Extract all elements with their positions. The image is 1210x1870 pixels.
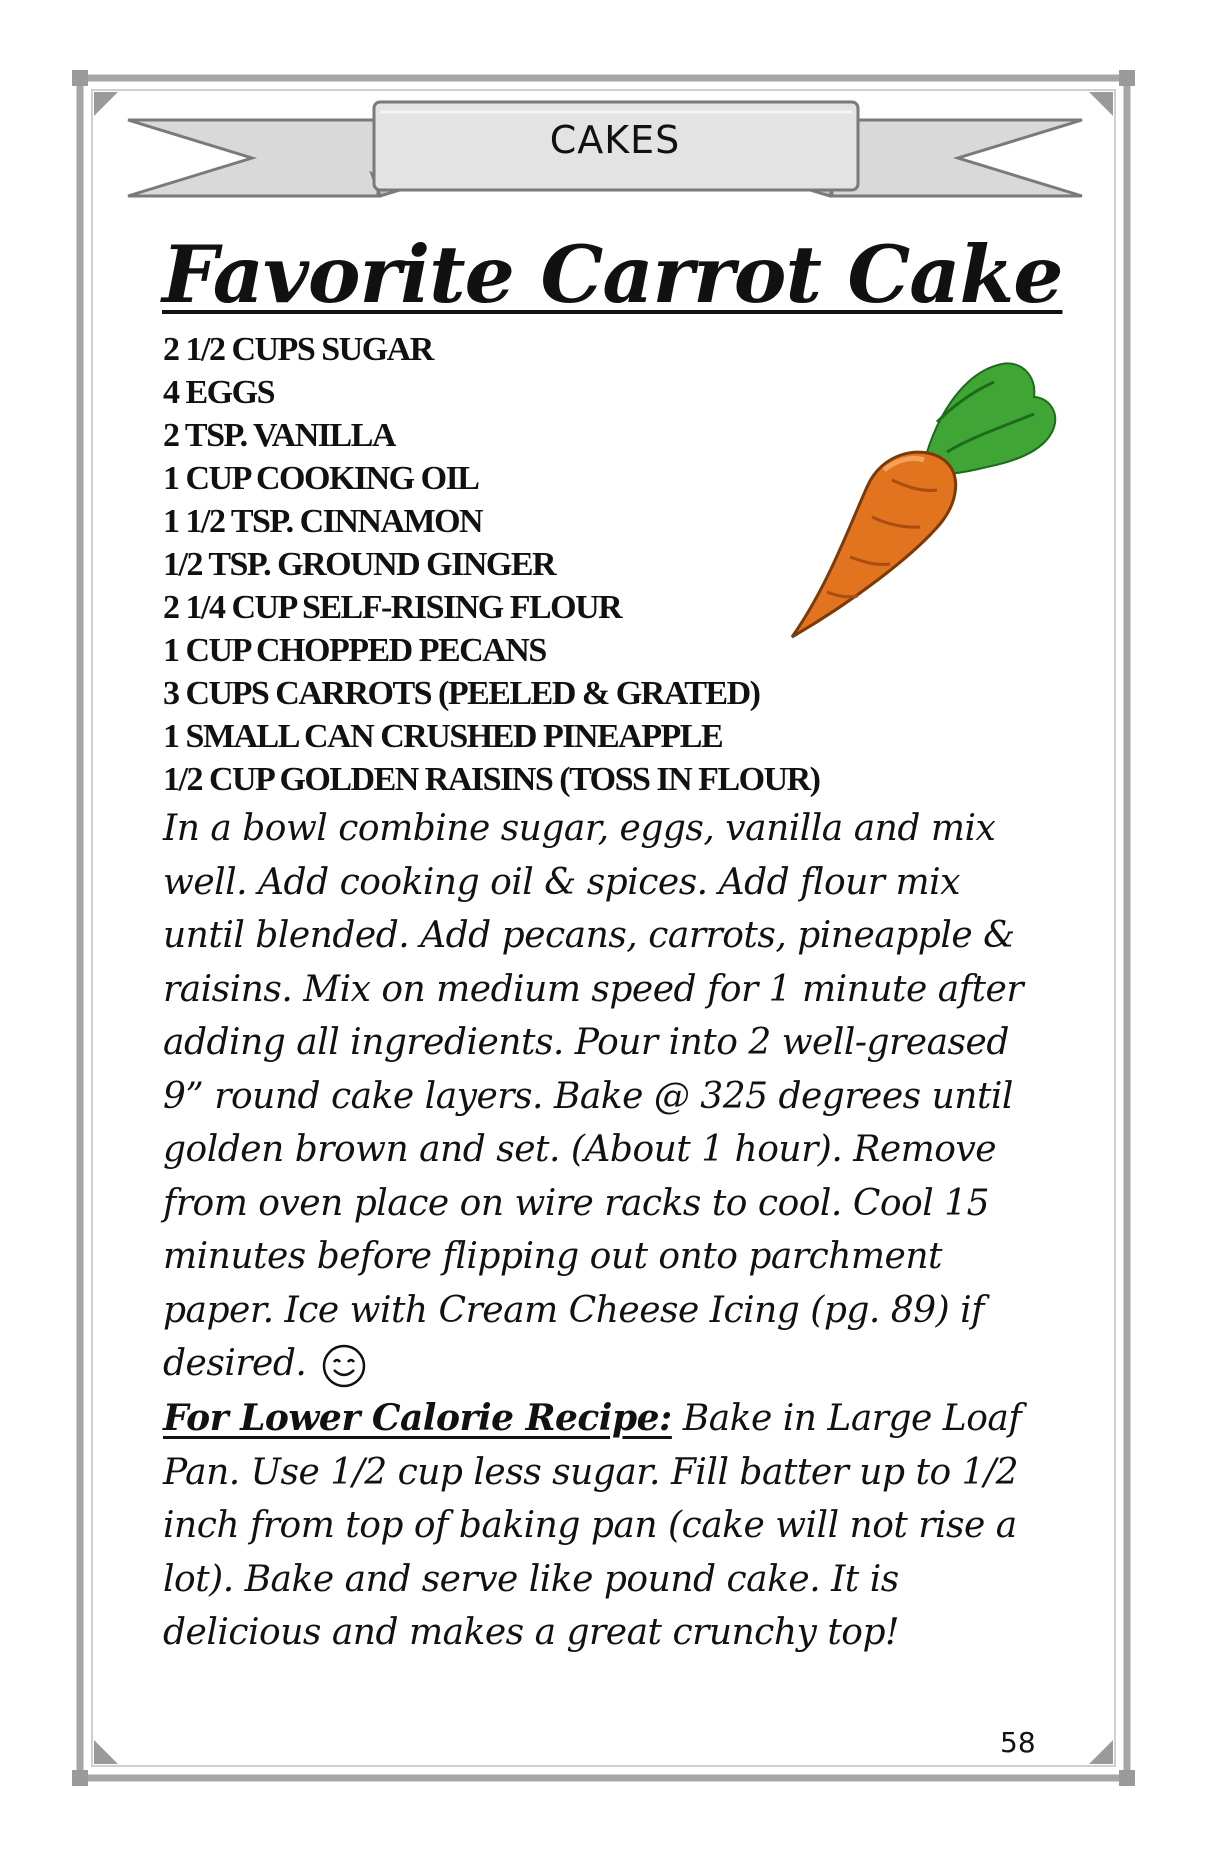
lower-calorie-line: lot). Bake and serve like pound cake. It is xyxy=(163,1558,899,1600)
instruction-line: from oven place on wire racks to cool. Cool 15 xyxy=(163,1182,989,1224)
ingredient-item: 1 1/2 TSP. CINNAMON xyxy=(163,503,483,540)
instruction-line: 9” round cake layers. Bake @ 325 degrees until xyxy=(163,1075,1013,1117)
instruction-line: minutes before flipping out onto parchment xyxy=(163,1236,943,1277)
ingredient-item: 1 SMALL CAN CRUSHED PINEAPPLE xyxy=(163,718,723,755)
instruction-line: raisins. Mix on medium speed for 1 minute after xyxy=(163,968,1024,1010)
smiley-icon xyxy=(320,1342,368,1390)
ingredient-item: 2 TSP. VANILLA xyxy=(163,417,395,454)
ingredient-item: 1 CUP CHOPPED PECANS xyxy=(163,632,546,669)
lower-calorie-note xyxy=(163,1392,1043,1660)
ingredient-item: 3 CUPS CARROTS (PEELED & GRATED) xyxy=(163,675,760,712)
lower-calorie-line: Pan. Use 1/2 cup less sugar. Fill batter up to 1/2 xyxy=(163,1451,1018,1493)
lower-calorie-heading: For Lower Calorie Recipe: xyxy=(163,1397,672,1439)
lower-calorie-line: Bake in Large Loaf xyxy=(671,1398,1022,1439)
recipe-instructions xyxy=(163,802,1043,1391)
ingredient-item: 2 1/4 CUP SELF-RISING FLOUR xyxy=(163,589,622,626)
ingredient-item: 1 CUP COOKING OIL xyxy=(163,460,479,497)
instruction-line: paper. Ice with Cream Cheese Icing (pg. 89) if xyxy=(163,1289,984,1331)
ingredient-item: 1/2 CUP GOLDEN RAISINS (TOSS IN FLOUR) xyxy=(163,761,820,798)
instruction-line-text: desired. xyxy=(163,1343,307,1384)
ingredient-item: 4 EGGS xyxy=(163,374,274,411)
instruction-line: until blended. Add pecans, carrots, pineapple & xyxy=(163,915,1015,956)
section-banner-label: CAKES xyxy=(549,118,681,162)
page-number: 58 xyxy=(1000,1726,1036,1759)
ingredient-item: 1/2 TSP. GROUND GINGER xyxy=(163,546,556,583)
instruction-line: golden brown and set. (About 1 hour). Remove xyxy=(163,1129,997,1170)
ingredient-item: 2 1/2 CUPS SUGAR xyxy=(163,331,433,368)
instruction-line: adding all ingredients. Pour into 2 well-greased xyxy=(163,1022,1009,1063)
lower-calorie-line: inch from top of baking pan (cake will not rise a xyxy=(163,1505,1017,1546)
lower-calorie-first-line xyxy=(163,1392,1043,1446)
instruction-line-last xyxy=(163,1337,1043,1391)
instruction-line: well. Add cooking oil & spices. Add flour mix xyxy=(163,861,960,903)
ingredient-list xyxy=(163,328,820,801)
recipe-title: Favorite Carrot Cake xyxy=(162,228,1063,321)
instruction-line: In a bowl combine sugar, eggs, vanilla and mix xyxy=(163,808,996,849)
lower-calorie-line: delicious and makes a great crunchy top! xyxy=(163,1612,899,1653)
carrot-icon xyxy=(772,352,1072,642)
